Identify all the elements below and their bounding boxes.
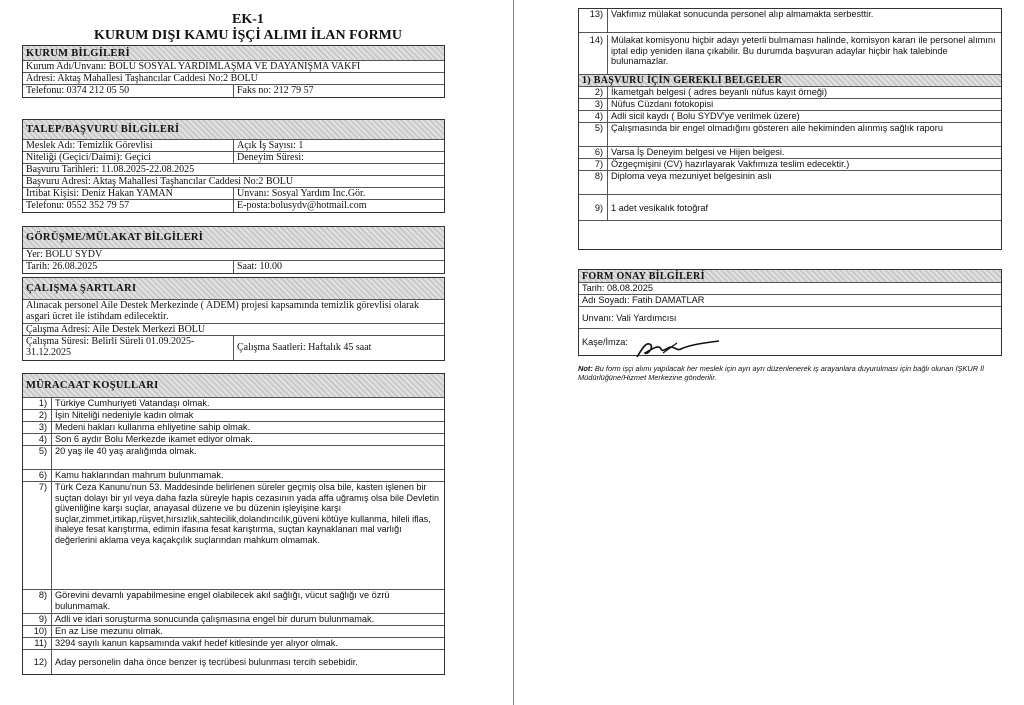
list-item: 6) Kamu haklarından mahrum bulunmamak. — [23, 470, 444, 482]
list-item: 8) Görevini devamlı yapabilmesine engel olabilecek akıl sağlığı, vücut sağlığı ve özrü bulunmamak. — [23, 590, 444, 614]
annex-label: EK-1 — [232, 12, 264, 27]
page-divider — [513, 0, 514, 705]
kurum-telefon: Telefonu: 0374 212 05 50 — [26, 85, 130, 96]
list-item: 3) Medeni hakları kullanma ehliyetine sahip olmak. — [23, 422, 444, 434]
footnote — [578, 364, 1024, 382]
list-item: 5) Çalışmasında bir engel olmadığını gösteren aile hekiminden alınmış sağlık raporu — [579, 123, 1001, 147]
calisma-heading: ÇALIŞMA ŞARTLARI — [23, 278, 444, 300]
list-item: 3) Nüfus Cüzdanı fotokopisi — [579, 99, 1001, 111]
acik-is-sayisi: Açık İş Sayısı: 1 — [233, 140, 444, 151]
kurum-adi: Kurum Adı/Unvanı: BOLU SOSYAL YARDIMLAŞMA VE DAYANIŞMA VAKFI — [26, 61, 361, 72]
title-block — [18, 12, 478, 44]
gorusme-heading: GÖRÜŞME/MÜLAKAT BİLGİLERİ — [23, 227, 444, 249]
list-item: 4) Adli sicil kaydı ( Bolu SYDV'ye verilmek üzere) — [579, 111, 1001, 123]
note-label: Not: — [578, 364, 593, 373]
list-item: 4) Son 6 aydır Bolu Merkezde ikamet ediyor olmak. — [23, 434, 444, 446]
muracaat-section — [22, 373, 445, 675]
irtibat-unvani: Unvanı: Sosyal Yardım İnc.Gör. — [233, 188, 444, 199]
onay-heading: FORM ONAY BİLGİLERİ — [579, 270, 1001, 283]
list-item: 8) Diploma veya mezuniyet belgesinin aslı — [579, 171, 1001, 195]
list-item: 11) 3294 sayılı kanun kapsamında vakıf hedef kitlesinde yer alıyor olmak. — [23, 638, 444, 650]
blank-row — [579, 221, 1001, 249]
list-item: 14) Mülakat komisyonu hiçbir adayı yeterli bulmaması halinde, komisyon kararı ile personel alımını iptal edip yeniden ilana çıkabilir. Bu durumda başvuran adaylar hiçbir hak talebinde bulunamazlar. — [579, 33, 1001, 75]
list-item: 9) 1 adet vesikalık fotoğraf — [579, 195, 1001, 221]
list-item: 7) Türk Ceza Kanunu'nun 53. Maddesinde belirlenen süreler geçmiş olsa bile, kasten işlenen bir suçtan dolayı bir yıl veya daha fazla süreyle hapis cezasının yada affa uğramış olsa bile Devletin güvenliğine karşı suçlar, anayasal düzene ve bu düzenin işleyişine karşı suçlar,zimmet,irtikap,rüşvet,hırsızlık,sahtecilik,dolandırıcılık,güveni kötüye kullanma, hileli iflas, ihaleye fesat karıştırma, edimin ifasına fesat karıştırma, suçtan kaynaklanan mal varlığı değerlerini aklama veya kaçakçılık suçlarından mahkum olmamak. — [23, 482, 444, 590]
list-item: 2) İşin Niteliği nedeniyle kadın olmak — [23, 410, 444, 422]
talep-telefon: Telefonu: 0552 352 79 57 — [26, 200, 130, 211]
list-item: 9) Adli ve idari soruşturma sonucunda çalışmasına engel bir durum bulunmamak. — [23, 614, 444, 626]
list-item: 13) Vakfımız mülakat sonucunda personel alıp almamakta serbesttir. — [579, 9, 1001, 33]
meslek-adi: Meslek Adı: Temizlik Görevlisi — [26, 140, 153, 151]
calisma-saatleri: Çalışma Saatleri: Haftalık 45 saat — [233, 336, 444, 360]
gorusme-saat: Saat: 10.00 — [233, 261, 444, 273]
list-item: 2) İkametgah belgesi ( adres beyanlı nüfus kayıt örneği) — [579, 87, 1001, 99]
onay-tarih: Tarih: 08.08.2025 — [582, 283, 653, 293]
list-item: 5) 20 yaş ile 40 yaş aralığında olmak. — [23, 446, 444, 470]
irtibat-kisisi: İrtibat Kişisi: Deniz Hakan YAMAN — [26, 188, 173, 199]
list-item: 7) Özgeçmişini (CV) hazırlayarak Vakfımıza teslim edecektir.) — [579, 159, 1001, 171]
talep-heading: TALEP/BAŞVURU BİLGİLERİ — [23, 120, 444, 140]
talep-eposta: E-posta:bolusydv@hotmail.com — [233, 200, 444, 212]
onay-unvan: Unvanı: Vali Yardımcısı — [582, 313, 677, 323]
muracaat-heading: MÜRACAAT KOŞULLARI — [23, 374, 444, 398]
list-item: 6) Varsa İş Deneyim belgesi ve Hijen belgesi. — [579, 147, 1001, 159]
basvuru-tarihleri: Başvuru Tarihleri: 11.08.2025-22.08.2025 — [26, 164, 195, 175]
gorusme-yer: Yer: BOLU SYDV — [26, 249, 103, 260]
basvuru-adresi: Başvuru Adresi: Aktaş Mahallesi Taşhancılar Caddesi No:2 BOLU — [26, 176, 294, 187]
deneyim-suresi: Deneyim Süresi: — [233, 152, 444, 163]
signature-icon — [633, 337, 723, 361]
form-page-right — [516, 0, 1024, 705]
calisma-adresi: Çalışma Adresi: Aile Destek Merkezi BOLU — [26, 324, 206, 335]
calisma-suresi: Çalışma Süresi: Belirli Süreli 01.09.2025-31.12.2025 — [26, 336, 195, 358]
muracaat-continued — [578, 8, 1002, 250]
kurum-faks: Faks no: 212 79 57 — [233, 85, 444, 97]
note-text: Bu form işçi alımı yapılacak her meslek için ayrı ayrı düzenlenerek iş arayanlara duyurulması için bağlı olunan İŞKUR İl Müdürlüğüne/Hizmet Merkezine gönderilir. — [578, 364, 984, 382]
gorusme-tarih: Tarih: 26.08.2025 — [26, 261, 98, 272]
list-item: 12) Aday personelin daha önce benzer iş tecrübesi bulunması tercih sebebidir. — [23, 650, 444, 674]
calisma-section — [22, 277, 445, 361]
calisma-aciklama: Alınacak personel Aile Destek Merkezinde ( ADEM) projesi kapsamında temizlik görevlisi olarak asgari ücret ile istihdam edilecektir. — [26, 300, 419, 322]
onay-kase-imza: Kaşe/İmza: — [582, 337, 628, 347]
gorusme-section — [22, 226, 445, 274]
kurum-adres: Adresi: Aktaş Mahallesi Taşhancılar Caddesi No:2 BOLU — [26, 73, 258, 84]
niteligi: Niteliği (Geçici/Daimi): Geçici — [26, 152, 151, 163]
form-title: KURUM DIŞI KAMU İŞÇİ ALIMI İLAN FORMU — [93, 28, 402, 43]
kurum-section — [22, 45, 445, 98]
list-item: 10) En az Lise mezunu olmak. — [23, 626, 444, 638]
list-item: 1) Türkiye Cumhuriyeti Vatandaşı olmak. — [23, 398, 444, 410]
onay-adsoyad: Adı Soyadı: Fatih DAMATLAR — [582, 295, 705, 305]
kurum-heading: KURUM BİLGİLERİ — [23, 46, 444, 61]
talep-section — [22, 119, 445, 213]
belgeler-heading: 1) BAŞVURU İÇİN GEREKLİ BELGELER — [579, 75, 1001, 87]
